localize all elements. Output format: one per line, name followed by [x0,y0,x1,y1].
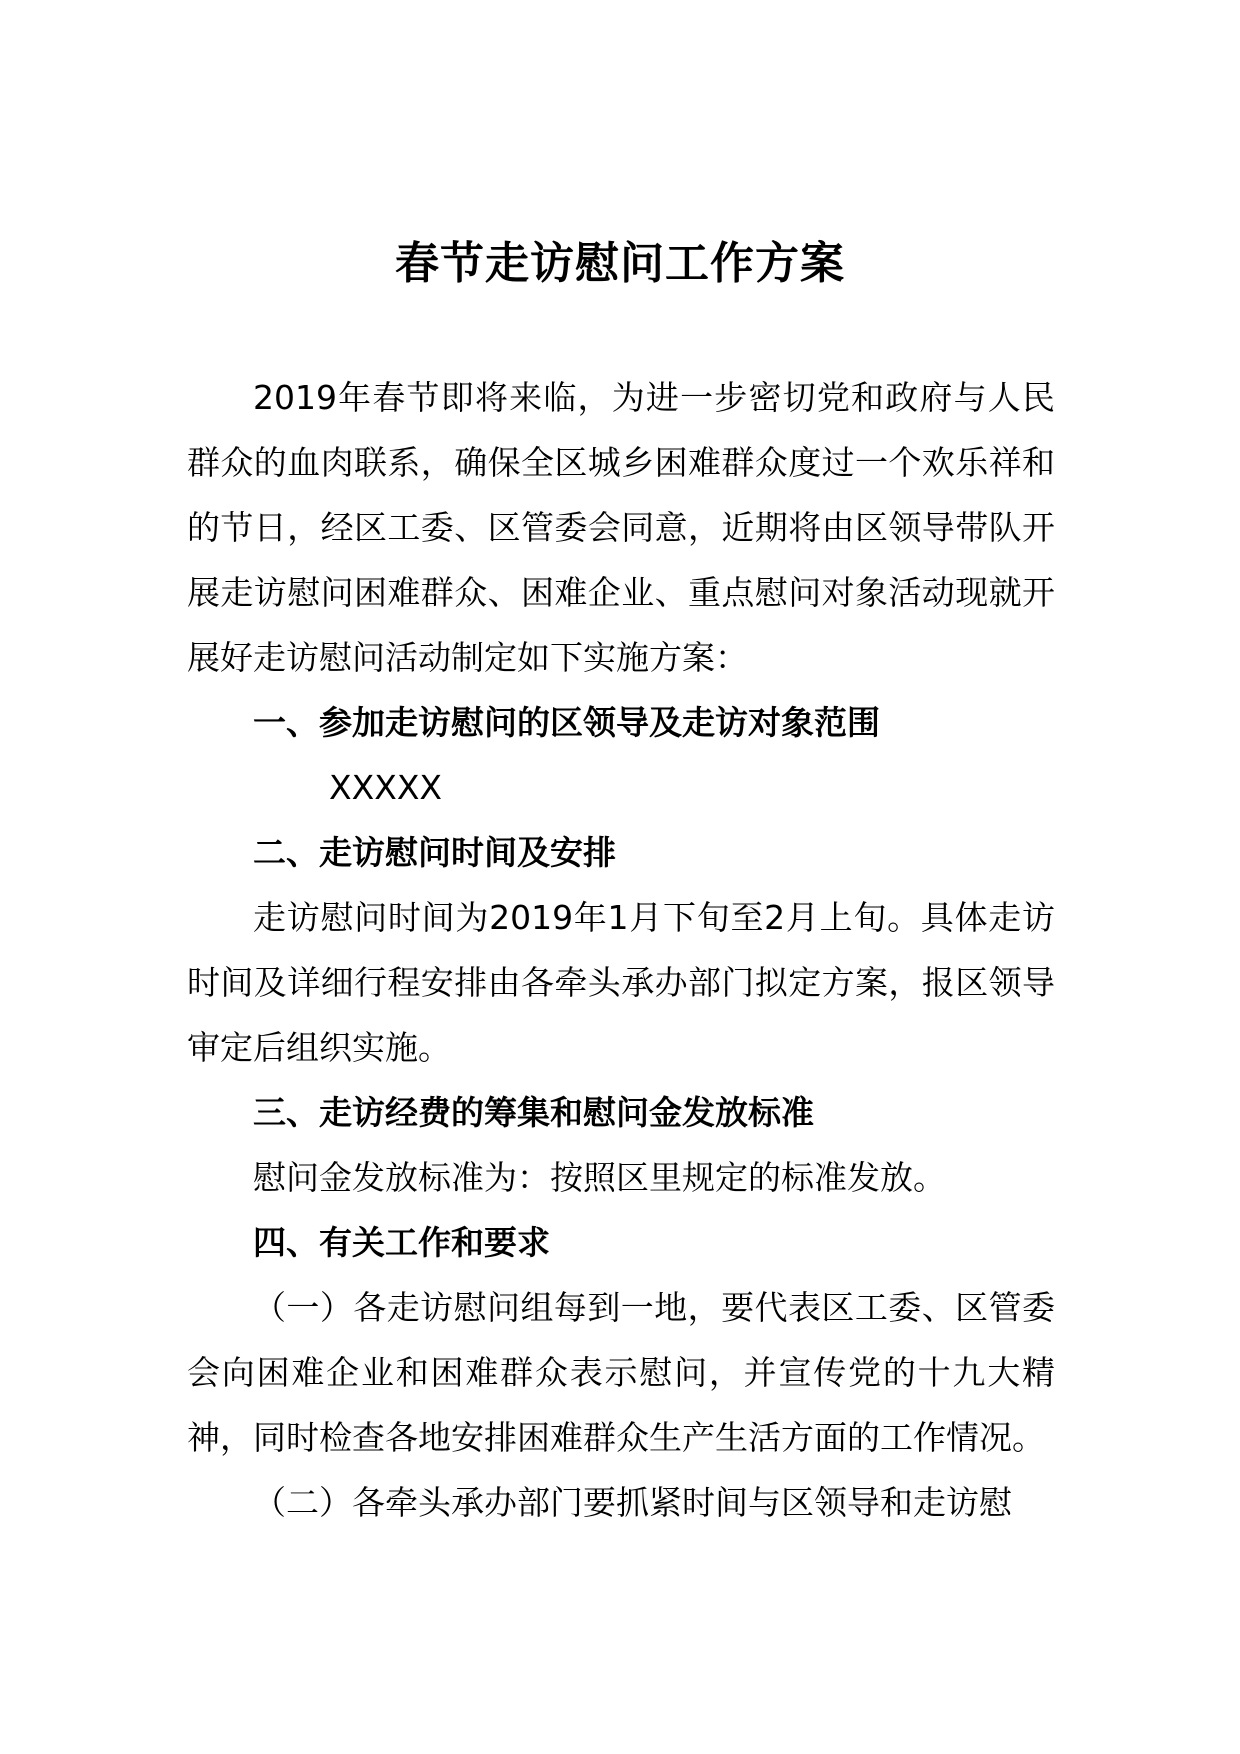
section-2-content: 走访慰问时间为2019年1月下旬至2月上旬。具体走访时间及详细行程安排由各牵头承办部门拟定方案，报区领导审定后组织实施。 [187,898,1055,1067]
section-3-heading: 三、走访经费的筹集和慰问金发放标准 [253,1093,814,1132]
section-2-heading: 二、走访慰问时间及安排 [253,833,616,872]
section-4-heading: 四、有关工作和要求 [253,1223,550,1262]
section-4-item-2: （二）各牵头承办部门要抓紧时间与区领导和走访慰 [253,1483,1012,1522]
section-1-heading: 一、参加走访慰问的区领导及走访对象范围 [253,703,880,742]
section-4-item-1: （一）各走访慰问组每到一地，要代表区工委、区管委会向困难企业和困难群众表示慰问，并宣传党的十九大精神，同时检查各地安排困难群众生产生活方面的工作情况。 [187,1288,1055,1457]
intro-paragraph: 2019年春节即将来临，为进一步密切党和政府与人民群众的血肉联系，确保全区城乡困难群众度过一个欢乐祥和的节日，经区工委、区管委会同意，近期将由区领导带队开展走访慰问困难群众、困难企业、重点慰问对象活动现就开展好走访慰问活动制定如下实施方案： [187,378,1055,677]
document-title: 春节走访慰问工作方案 [395,238,845,289]
document-body [187,365,1055,1535]
section-3-content: 慰问金发放标准为：按照区里规定的标准发放。 [253,1158,946,1197]
section-1-content: XXXXX [329,768,443,807]
